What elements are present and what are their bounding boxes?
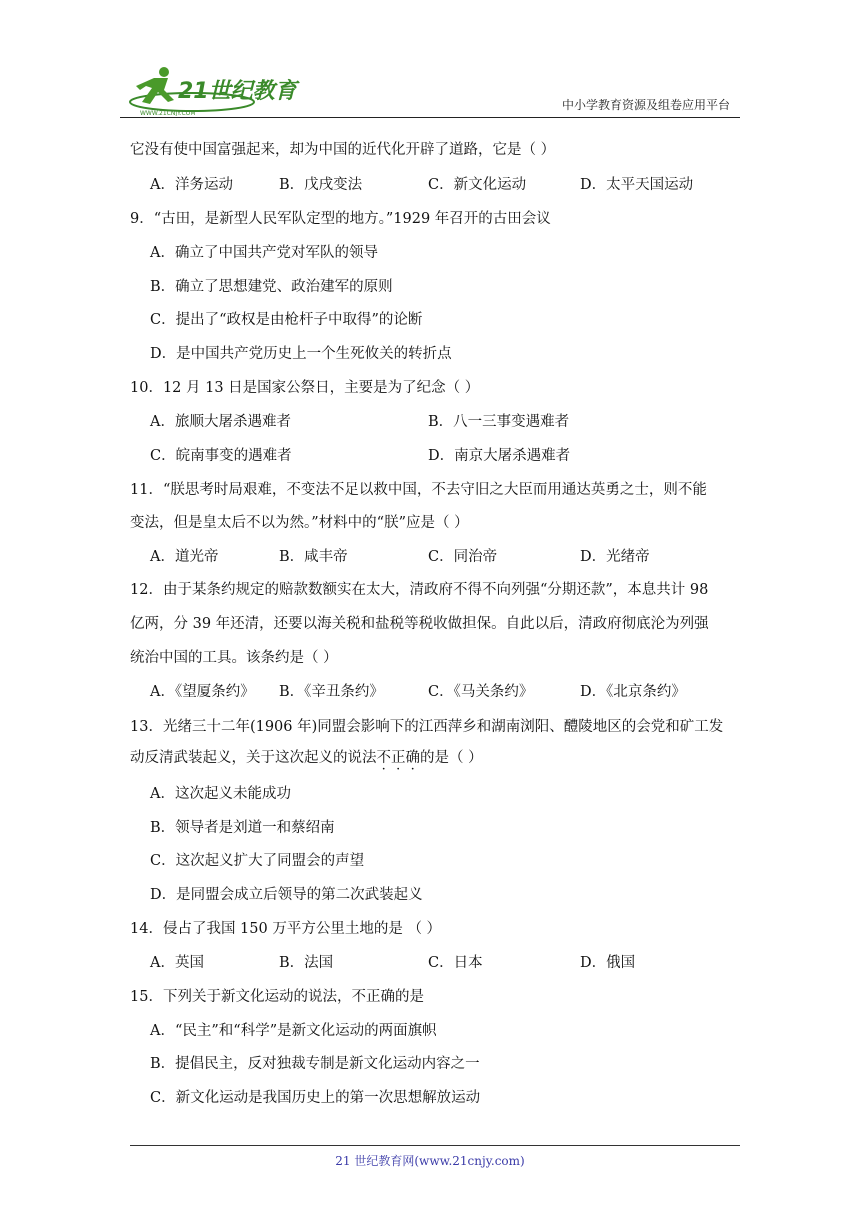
answer-option: B．咸丰帝: [279, 549, 348, 565]
answer-option: D．俄国: [580, 955, 636, 971]
logo-text: 21世纪教育: [178, 79, 297, 104]
answer-option: B．八一三事变遇难者: [428, 414, 570, 430]
answer-option: A．《望厦条约》: [150, 684, 255, 700]
text-line: D．是同盟会成立后领导的第二次武装起义: [150, 887, 423, 903]
text-line: [130, 748, 483, 768]
text-line: 10．12 月 13 日是国家公祭日，主要是为了纪念（ ）: [130, 380, 480, 396]
text-line: 11．“朕思考时局艰难，不变法不足以救中国，不去守旧之大臣而用通达英勇之士，则不能: [130, 482, 707, 498]
answer-option: C．皖南事变的遇难者: [150, 448, 292, 464]
text-line: B．领导者是刘道一和蔡绍南: [150, 820, 335, 836]
text-line: 它没有使中国富强起来，却为中国的近代化开辟了道路，它是（ ）: [130, 142, 556, 158]
answer-option: C．日本: [428, 955, 483, 971]
answer-option: A．英国: [150, 955, 204, 971]
logo: [120, 64, 320, 116]
text-line: 变法，但是皇太后不以为然。”材料中的“朕”应是（ ）: [130, 515, 469, 531]
text-line: B．提倡民主，反对独裁专制是新文化运动内容之一: [150, 1056, 480, 1072]
footer-text: 21 世纪教育网(www.21cnjy.com): [335, 1154, 525, 1168]
text-line: 15．下列关于新文化运动的说法，不正确的是: [130, 989, 424, 1005]
answer-option: A．旅顺大屠杀遇难者: [150, 414, 291, 430]
footer-rule: [130, 1145, 740, 1146]
emphasis-char: 正: [391, 750, 406, 766]
answer-option: D．光绪帝: [580, 549, 650, 565]
page-header: [120, 64, 740, 116]
text-line: 13．光绪三十二年(1906 年)同盟会影响下的江西萍乡和湖南浏阳、醴陵地区的会党和矿工发: [130, 719, 724, 735]
text-line: 统治中国的工具。该条约是（ ）: [130, 650, 338, 666]
answer-option: D．《北京条约》: [580, 684, 686, 700]
text-line: 12．由于某条约规定的赔款数额实在太大，清政府不得不向列强“分期还款”，本息共计 98: [130, 582, 709, 598]
answer-option: B．法国: [279, 955, 334, 971]
emphasis-char: 不: [376, 750, 391, 766]
text-line: 14．侵占了我国 150 万平方公里土地的是 （ ）: [130, 921, 442, 937]
answer-option: A．洋务运动: [150, 177, 233, 193]
header-rule: [120, 117, 740, 118]
platform-name: 中小学教育资源及组卷应用平台: [561, 98, 730, 112]
text-line: A．这次起义未能成功: [150, 786, 291, 802]
text-segment: 的是（ ）: [420, 750, 483, 766]
text-line: C．这次起义扩大了同盟会的声望: [150, 853, 365, 869]
text-line: A．“民主”和“科学”是新文化运动的两面旗帜: [150, 1023, 437, 1039]
answer-option: A．道光帝: [150, 549, 219, 565]
answer-option: B．《辛丑条约》: [279, 684, 384, 700]
logo-url: WWW.21CNJY.COM: [140, 110, 196, 116]
text-line: B．确立了思想建党、政治建军的原则: [150, 279, 393, 295]
text-line: 9．“古田，是新型人民军队定型的地方。”1929 年召开的古田会议: [130, 211, 551, 227]
answer-option: C．同治帝: [428, 549, 498, 565]
answer-option: B．戊戌变法: [279, 177, 363, 193]
answer-option: C．《马关条约》: [428, 684, 534, 700]
text-line: D．是中国共产党历史上一个生死攸关的转折点: [150, 346, 452, 362]
text-line: 亿两，分 39 年还清，还要以海关税和盐税等税收做担保。自此以后，清政府彻底沦为列强: [130, 616, 709, 632]
answer-option: D．太平天国运动: [580, 177, 694, 193]
text-segment: 动反清武装起义，关于这次起义的说法: [130, 750, 377, 766]
text-line: A．确立了中国共产党对军队的领导: [150, 245, 378, 261]
emphasis-char: 确: [405, 750, 420, 766]
answer-option: C．新文化运动: [428, 177, 527, 193]
runner-icon: [136, 67, 174, 104]
answer-option: D．南京大屠杀遇难者: [428, 448, 571, 464]
text-line: C．新文化运动是我国历史上的第一次思想解放运动: [150, 1090, 481, 1106]
text-line: C．提出了“政权是由枪杆子中取得”的论断: [150, 312, 423, 328]
